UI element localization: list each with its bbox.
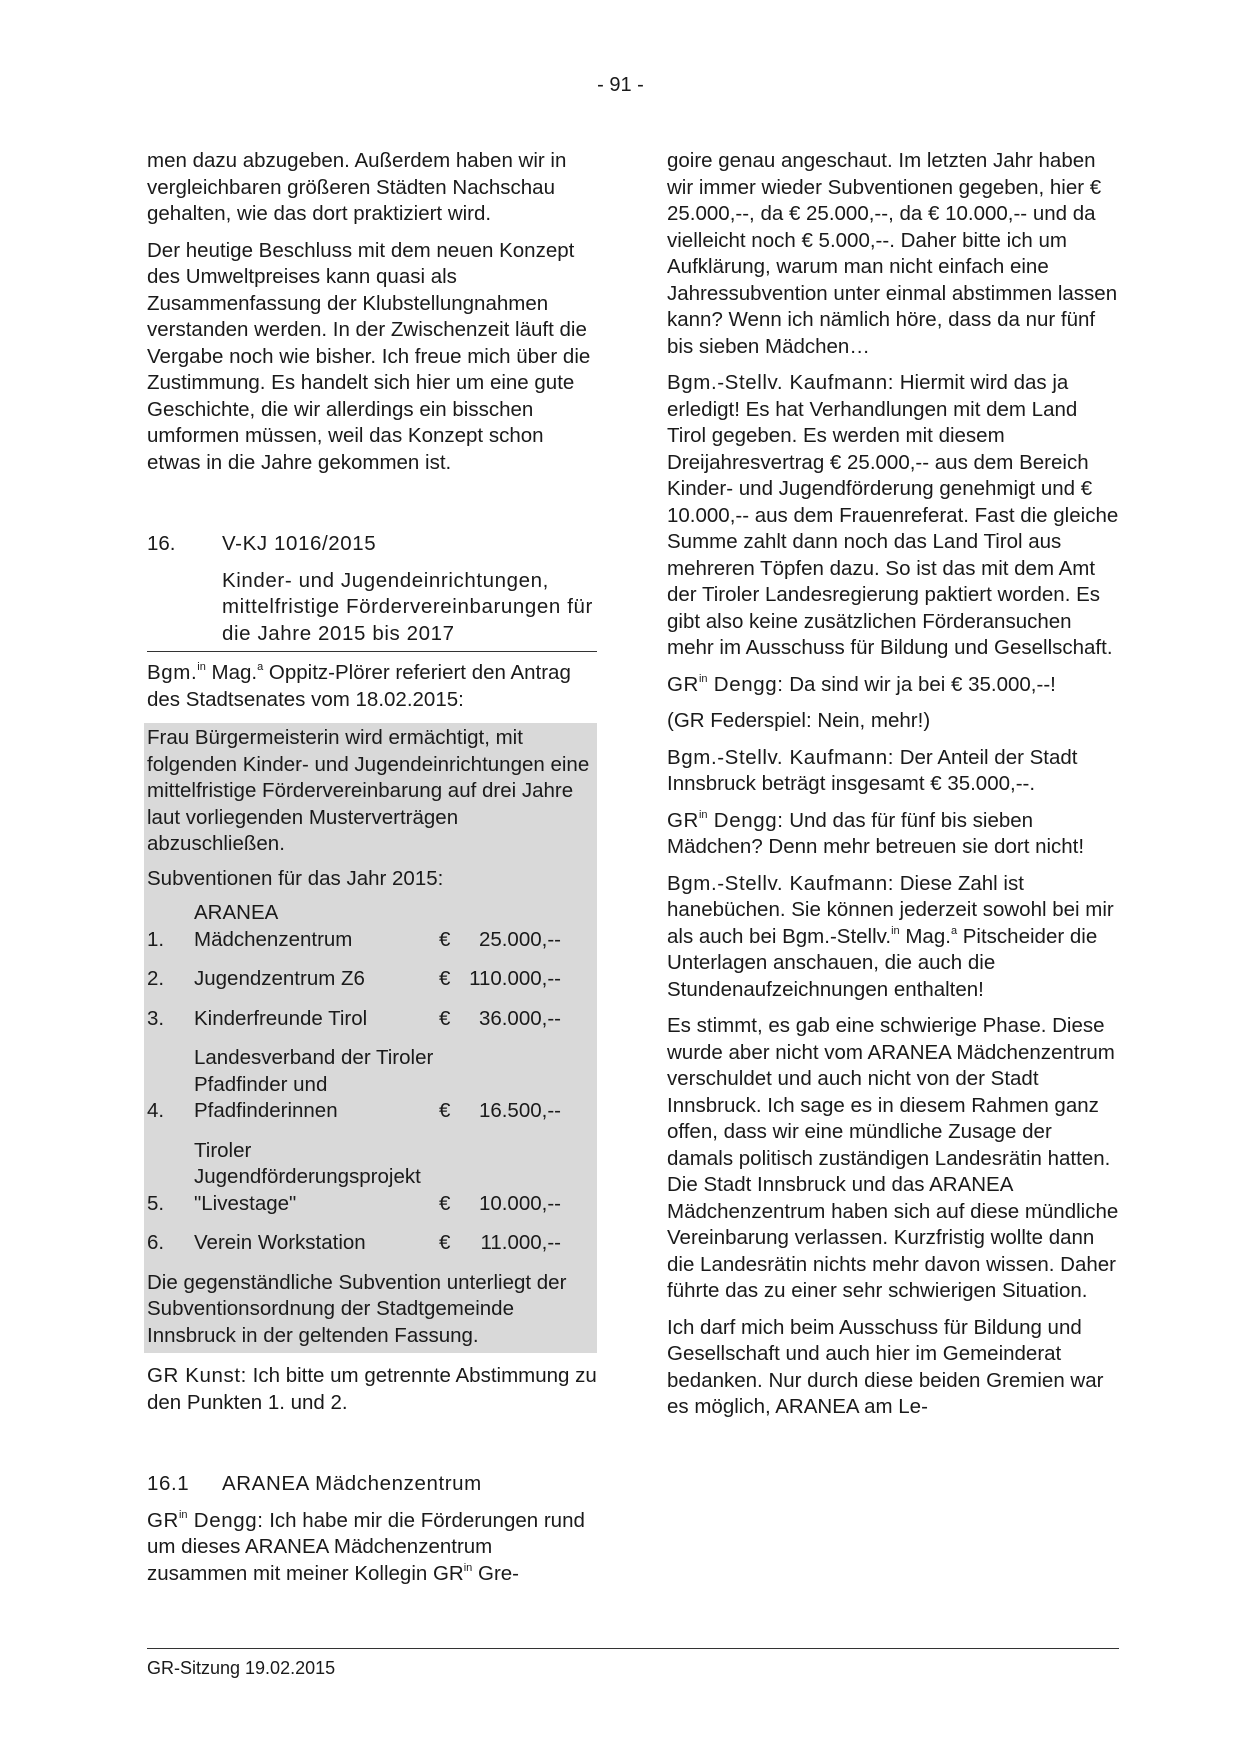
subsidies-list [147, 900, 594, 1257]
paragraph: men dazu abzugeben. Außerdem haben wir in vergleichbaren größeren Städten Nachschau gehalten, wie das dort praktiziert wird. [147, 149, 567, 225]
paragraph: Es stimmt, es gab eine schwierige Phase. Diese wurde aber nicht vom ARANEA Mädchenzentrum verschuldet und auch nicht von der Stadt Innsbruck. Ich sage es in diesem Rahmen ganz offen, dass wir eine mündliche Zusage der damals politisch zuständigen Landesrätin hatten. Die Stadt Innsbruck und das ARANEA Mädchenzentrum haben sich auf diese mündliche Vereinbarung verlassen. Kurzfristig wollte dann die Landesrätin nichts mehr davon wissen. Daher führte das zu einer sehr schwierigen Situation. [667, 1014, 1119, 1302]
footer-divider [147, 1648, 1119, 1649]
motion-text: Frau Bürgermeisterin wird ermächtigt, mit folgenden Kinder- und Jugendeinrichtungen eine mittelfristige Fördervereinbarung auf drei Jahre laut vorliegenden Musterverträgen abzuschließen. [147, 726, 590, 855]
statement-dengg: $GR^{in}$ Dengg: Und das für fünf bis sieben Mädchen? Denn mehr betreuen sie dort nicht! [667, 808, 1085, 858]
agenda-item-code: V-KJ 1016/2015 [222, 532, 377, 555]
motion-box [144, 723, 597, 1353]
sub-item-title: ARANEA Mädchenzentrum [222, 1472, 482, 1495]
paragraph: Der heutige Beschluss mit dem neuen Konzept des Umweltpreises kann quasi als Zusammenfassung der Klubstellungnahmen verstanden werden. In der Zwischenzeit läuft die Vergabe noch wie bisher. Ich freue mich über die Zustimmung. Es handelt sich hier um eine gute Geschichte, die wir allerdings ein bisschen umformen müssen, weil das Konzept schon etwas in die Jahre gekommen ist. [147, 238, 591, 474]
page-number: - 91 - [597, 74, 644, 96]
speaker: Bgm.-Stellv. Kaufmann: [667, 745, 895, 769]
statement-kaufmann: Bgm.-Stellv. Kaufmann: Diese Zahl ist hanebüchen. Sie können jederzeit sowohl bei mir als auch bei Bgm.-Stellv.$^{in}$ Mag.$^a$ Pitscheider die Unterlagen anschauen, die auch die Stundenaufzeichnungen enthalten! [667, 871, 1114, 1001]
subsidy-row: 2. Jugendzentrum Z6 € 110.000,-- [147, 967, 561, 990]
speaker: GR [667, 808, 699, 832]
speaker: GR [667, 672, 699, 696]
sub-item-header [147, 1471, 597, 1498]
statement-kaufmann: Bgm.-Stellv. Kaufmann: Der Anteil der Stadt Innsbruck beträgt insgesamt € 35.000,--. [667, 745, 1078, 795]
speaker: Bgm. [147, 661, 198, 684]
statement-dengg: $GR^{in}$ Dengg: Ich habe mir die Förderungen rund um dieses ARANEA Mädchenzentrum zusammen mit meiner Kollegin $GR^{in}$ Gre- [147, 1508, 585, 1585]
interjection: (GR Federspiel: Nein, mehr!) [667, 709, 931, 732]
agenda-item-header [147, 531, 597, 558]
subsidy-row: 5. Tiroler Jugendförderungsprojekt "Livestage" € 10.000,-- [147, 1138, 561, 1215]
speaker: Bgm.-Stellv. Kaufmann: [667, 371, 895, 394]
statement-kaufmann: Bgm.-Stellv. Kaufmann: Hiermit wird das ja erledigt! Es hat Verhandlungen mit dem Land Tirol gegeben. Es werden mit diesem Dreijahresvertrag € 25.000,-- aus dem Bereich Kinder- und Jugendförderung genehmigt und € 10.000,-- aus dem Frauenreferat. Fast die gleiche Summe zahlt dann noch das Land Tirol aus mehreren Töpfen dazu. So ist das mit dem Amt der Tiroler Landesregierung paktiert worden. Es gibt also keine zusätzlichen Förderansuchen mehr im Ausschuss für Bildung und Gesellschaft. [667, 371, 1119, 659]
intro-statement: Bgm.$^{in}$ Mag.$^a$ Oppitz-Plörer referiert den Antrag des Stadtsenates vom 18.02.2015: [147, 661, 571, 711]
sub-item-number: 16.1 [147, 1472, 190, 1495]
left-column [147, 148, 597, 1597]
motion-closing: Die gegenständliche Subvention unterliegt der Subventionsordnung der Stadtgemeinde Innsbruck in der geltenden Fassung. [147, 1270, 567, 1347]
paragraph: Ich darf mich beim Ausschuss für Bildung und Gesellschaft und auch hier im Gemeinderat bedanken. Nur durch diese beiden Gremien war es möglich, ARANEA am Le- [667, 1315, 1104, 1418]
speaker: GR [147, 1508, 179, 1532]
right-column [667, 148, 1119, 1431]
speaker: GR Kunst: [147, 1364, 247, 1387]
agenda-item-title: Kinder- und Jugendeinrichtungen, mittelfristige Fördervereinbarungen für die Jahre 2015 bis 2017 [147, 568, 597, 653]
subsidy-row: 3. Kinderfreunde Tirol € 36.000,-- [147, 1006, 561, 1030]
footer-session-date: GR-Sitzung 19.02.2015 [147, 1658, 336, 1678]
statement-dengg: $GR^{in}$ Dengg: Da sind wir ja bei € 35.000,--! [667, 672, 1056, 696]
agenda-item-number: 16. [147, 532, 176, 555]
paragraph: goire genau angeschaut. Im letzten Jahr haben wir immer wieder Subventionen gegeben, hier € 25.000,--, da € 25.000,--, da € 10.000,-- und da vielleicht noch € 5.000,--. Daher bitte ich um Aufklärung, warum man nicht einfach eine Jahressubvention unter einmal abstimmen lassen kann? Wenn ich nämlich höre, dass da nur fünf bis sieben Mädchen… [667, 149, 1118, 358]
subsidy-row: 6. Verein Workstation € 11.000,-- [147, 1231, 561, 1254]
speaker: Bgm.-Stellv. Kaufmann: [667, 871, 895, 895]
subsidies-heading: Subventionen für das Jahr 2015: [147, 866, 444, 890]
subsidy-row: 1. ARANEA Mädchenzentrum € 25.000,-- [147, 901, 561, 951]
subsidy-row: 4. Landesverband der Tiroler Pfadfinder und Pfadfinderinnen € 16.500,-- [147, 1046, 561, 1122]
statement-kunst: GR Kunst: Ich bitte um getrennte Abstimmung zu den Punkten 1. und 2. [147, 1364, 597, 1414]
